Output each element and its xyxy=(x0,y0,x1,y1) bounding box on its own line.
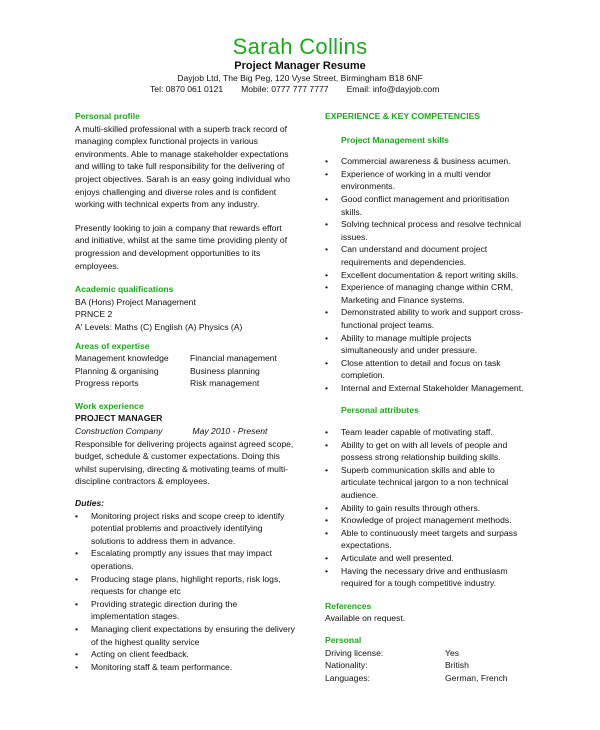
list-item: • Experience of working in a multi vendor environments. xyxy=(325,168,525,193)
personal-value: Yes xyxy=(445,647,460,658)
list-item: • Excellent documentation & report writing skills. xyxy=(325,269,525,282)
personal-label: Driving license: xyxy=(325,647,384,658)
contact-mobile: Mobile: 0777 777 7777 xyxy=(241,84,329,94)
personal-value: German, French xyxy=(445,672,508,683)
job-company-line xyxy=(75,425,295,438)
contact-tel: Tel: 0870 061 0121 xyxy=(150,84,224,94)
academic-item: A' Levels: Maths (C) English (A) Physics (A) xyxy=(75,321,243,332)
contact-email: Email: info@dayjob.com xyxy=(346,84,440,94)
profile-heading: Personal profile xyxy=(75,111,140,121)
candidate-name: Sarah Collins xyxy=(232,34,368,59)
list-item: • Able to continuously meet targets and surpass expectations. xyxy=(325,527,525,552)
expertise-item: Progress reports xyxy=(75,378,139,389)
job-description: Responsible for delivering projects against agreed scope, budget, schedule & customer expectations. Doing this whilst supervising, directing & motivating teams of multi-discipline contractors & employees. xyxy=(75,438,294,487)
contact-line xyxy=(150,84,530,95)
list-item: • Ability to get on with all levels of people and possess strong relationship building skills. xyxy=(325,439,525,464)
job-company: Construction Company xyxy=(75,426,163,437)
list-item: • Providing strategic direction during the implementation stages. xyxy=(75,598,295,623)
experience-heading: EXPERIENCE & KEY COMPETENCIES xyxy=(325,111,481,121)
list-item: • Knowledge of project management methods. xyxy=(325,514,525,527)
list-item: • Ability to gain results through others. xyxy=(325,502,525,515)
list-item: • Internal and External Stakeholder Management. xyxy=(325,382,525,395)
personal-label: Languages: xyxy=(325,672,370,683)
list-item: • Ability to manage multiple projects simultaneously and under pressure. xyxy=(325,332,525,357)
profile-paragraph-2: Presently looking to join a company that rewards effort and initiative, whilst at the same time providing plenty of progression and development opportunities to its employees. xyxy=(75,222,288,271)
personal-details xyxy=(325,647,525,685)
expertise-item: Financial management xyxy=(190,353,277,364)
list-item: • Acting on client feedback. xyxy=(75,648,295,661)
duties-heading: Duties: xyxy=(75,498,105,509)
list-item: • Managing client expectations by ensuring the delivery of the highest quality service xyxy=(75,623,295,648)
list-item: • Superb communication skills and able to articulate technical jargon to a non technical audience. xyxy=(325,464,525,502)
expertise-item: Business planning xyxy=(190,365,260,376)
profile-paragraph-1: A multi-skilled professional with a superb track record of managing complex functional projects in various environments. Able to manage stakeholder expectations and willing to take full responsibility for the delivering of project objectives. Sarah is an easy going individual who enjoys challenging and diverse roles and is confident working with technical experts from any industry. xyxy=(75,123,290,210)
attributes-list xyxy=(325,426,525,590)
references-text: Available on request. xyxy=(325,613,406,624)
list-item: • Commercial awareness & business acumen. xyxy=(325,155,525,168)
list-item: • Experience of managing change within CRM, Marketing and Finance systems. xyxy=(325,281,525,306)
personal-heading: Personal xyxy=(325,634,362,645)
list-item: • Good conflict management and prioritisation skills. xyxy=(325,193,525,218)
document-title: Project Manager Resume xyxy=(234,60,366,72)
contact-address: Dayjob Ltd, The Big Peg, 120 Vyse Street, Birmingham B18 6NF xyxy=(177,73,423,83)
right-column xyxy=(325,110,525,684)
personal-label: Nationality: xyxy=(325,660,368,671)
pm-skills-list xyxy=(325,155,525,394)
pm-skills-heading: Project Management skills xyxy=(341,134,449,145)
job-title: PROJECT MANAGER xyxy=(75,413,163,424)
expertise-heading: Areas of expertise xyxy=(75,340,150,351)
list-item: • Escalating promptly any issues that may impact operations. xyxy=(75,547,295,572)
expertise-grid xyxy=(75,352,295,390)
list-item: • Monitoring staff & team performance. xyxy=(75,661,295,674)
job-dates: May 2010 - Present xyxy=(192,426,268,437)
academic-heading: Academic qualifications xyxy=(75,284,174,295)
expertise-item: Planning & organising xyxy=(75,365,159,376)
academic-item: PRNCE 2 xyxy=(75,309,113,320)
list-item: • Articulate and well presented. xyxy=(325,552,525,565)
list-item: • Solving technical process and resolve technical issues. xyxy=(325,218,525,243)
list-item: • Can understand and document project requirements and dependencies. xyxy=(325,243,525,268)
left-column xyxy=(75,110,295,673)
personal-value: British xyxy=(445,660,469,671)
attributes-heading: Personal attributes xyxy=(341,405,419,416)
work-heading: Work experience xyxy=(75,400,144,411)
duties-list xyxy=(75,510,295,674)
expertise-item: Management knowledge xyxy=(75,353,169,364)
academic-item: BA (Hons) Project Management xyxy=(75,296,196,307)
list-item: • Monitoring project risks and scope creep to identify potential problems and proactively identifying solutions to address them in advance. xyxy=(75,510,295,548)
list-item: • Close attention to detail and focus on task completion. xyxy=(325,357,525,382)
references-heading: References xyxy=(325,600,372,611)
list-item: • Having the necessary drive and enthusiasm required for a tough competitive industry. xyxy=(325,565,525,590)
list-item: • Demonstrated ability to work and support cross-functional project teams. xyxy=(325,306,525,331)
expertise-item: Risk management xyxy=(190,378,260,389)
list-item: • Team leader capable of motivating staff. xyxy=(325,426,525,439)
list-item: • Producing stage plans, highlight reports, risk logs, requests for change etc xyxy=(75,573,295,598)
